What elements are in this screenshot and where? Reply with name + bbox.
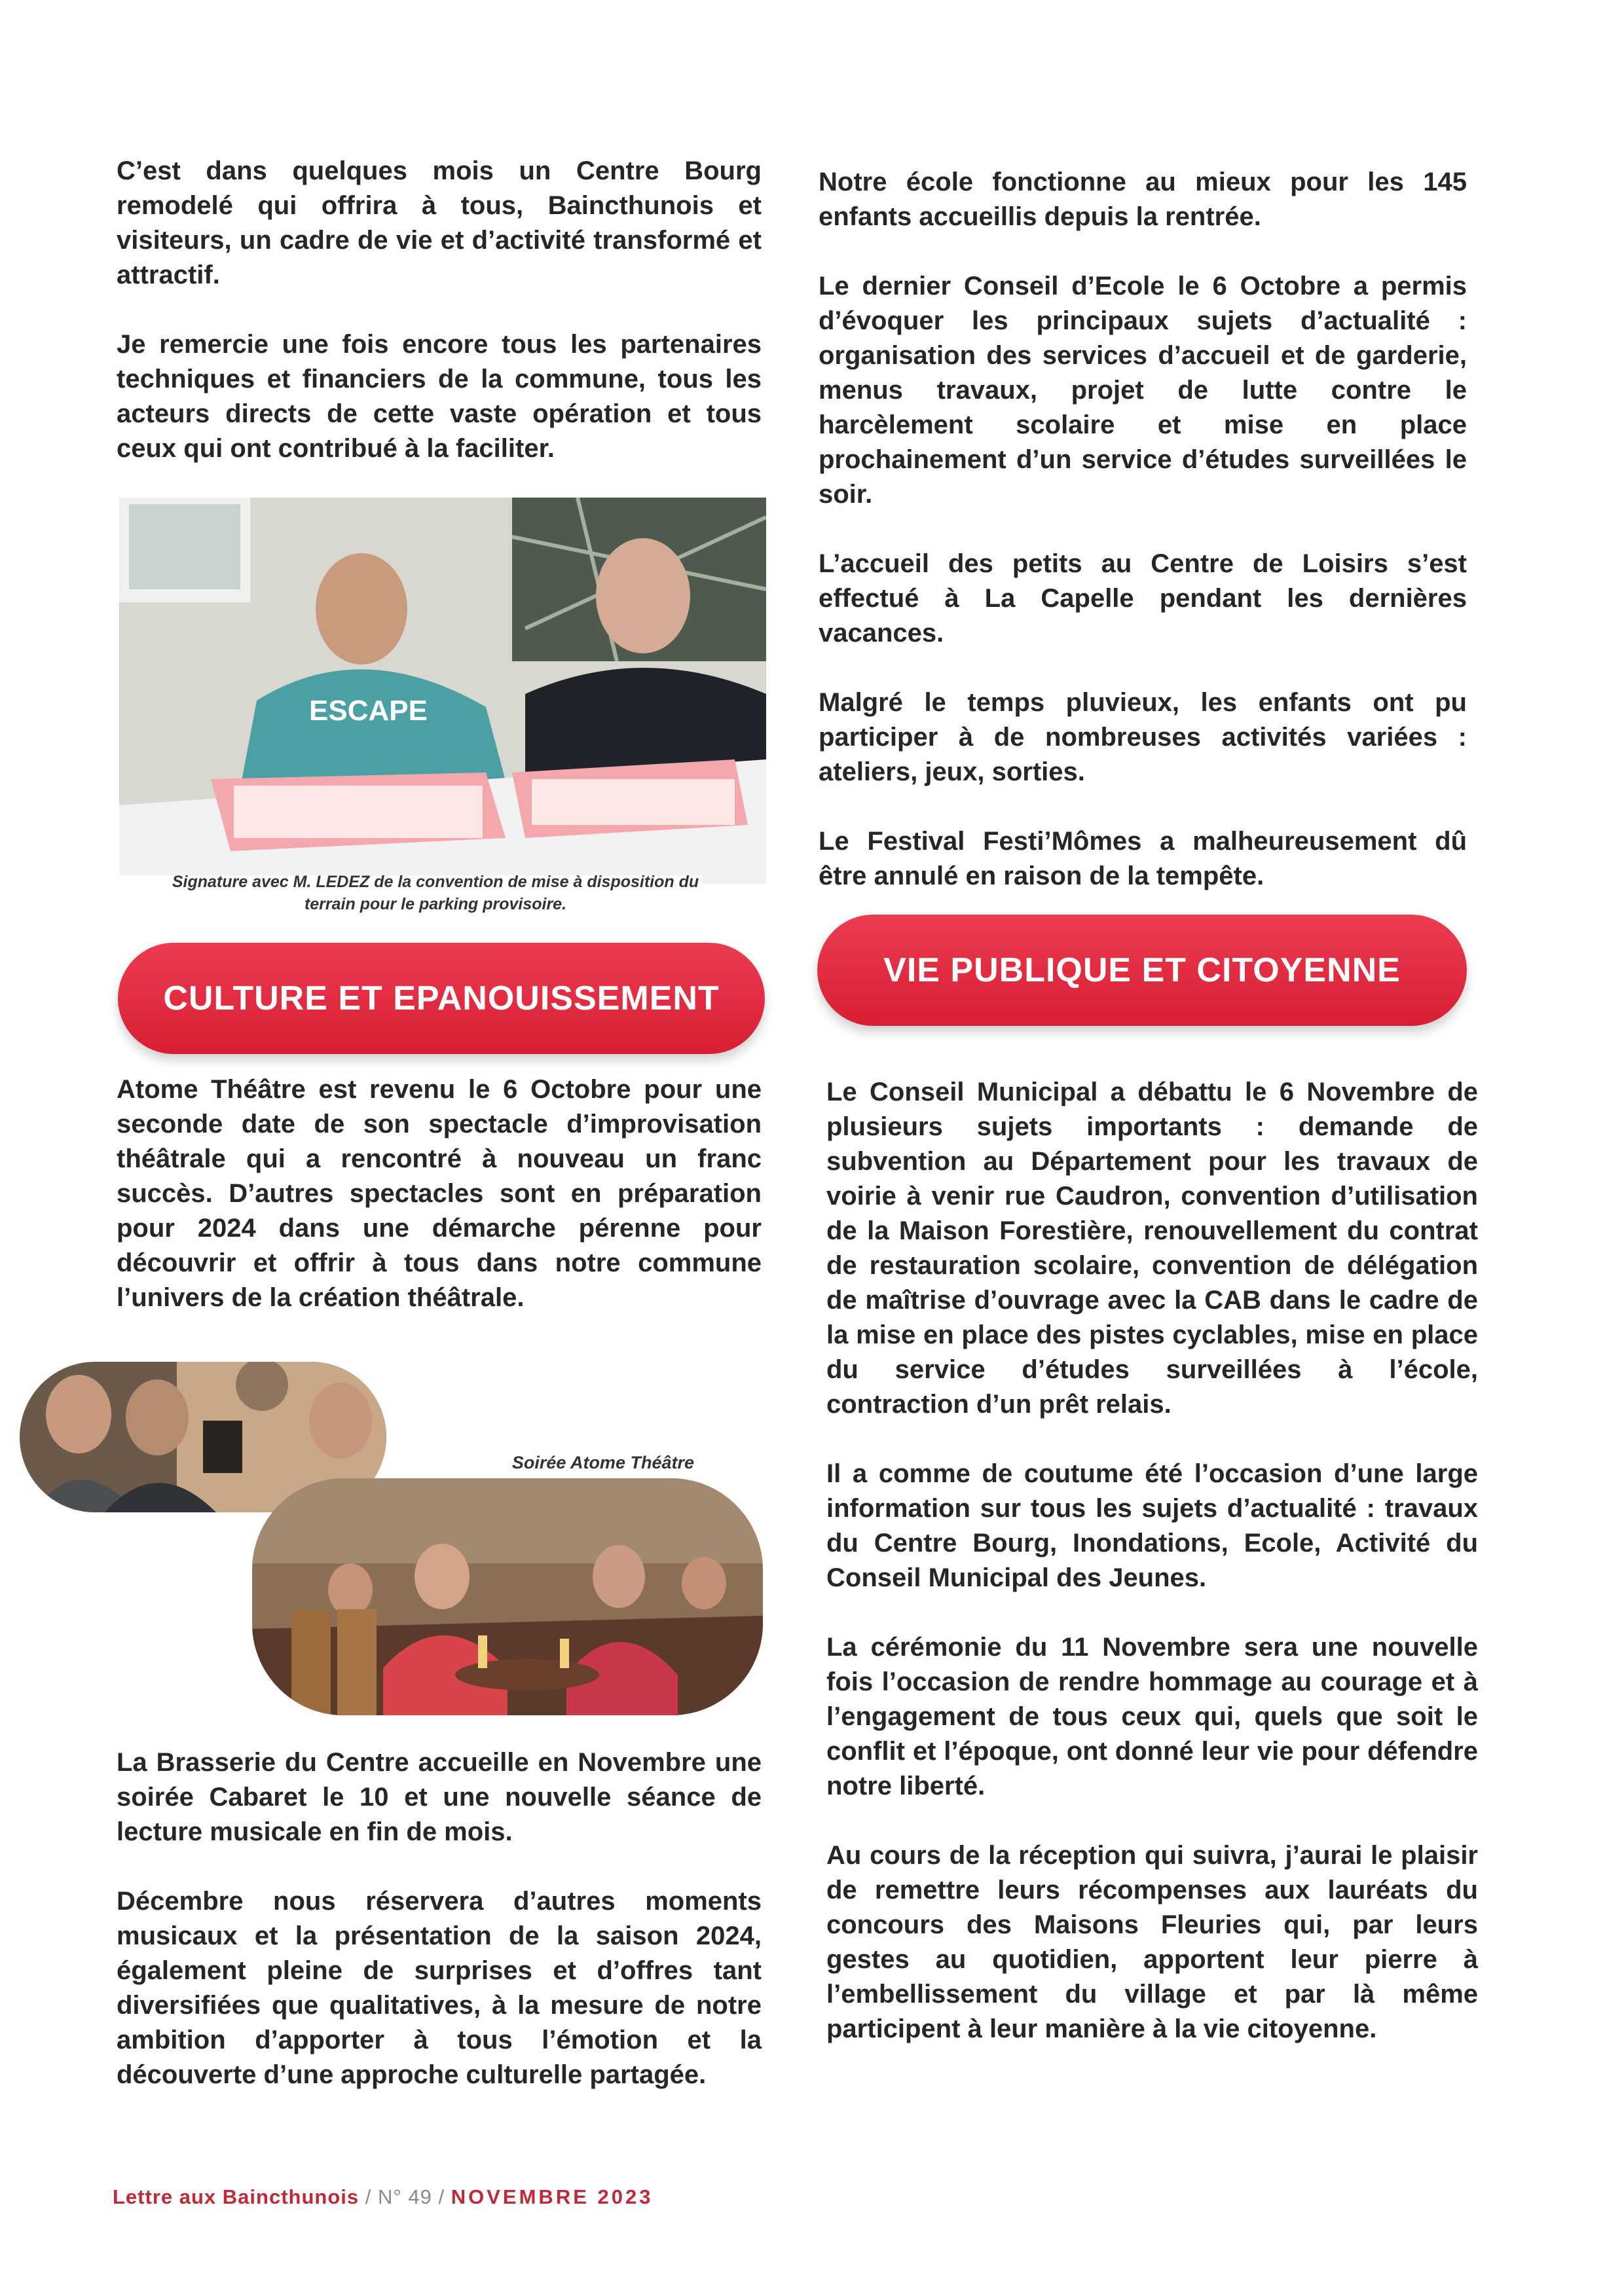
svg-text:ESCAPE: ESCAPE bbox=[309, 695, 428, 727]
page-footer bbox=[113, 2185, 653, 2209]
culture-text bbox=[117, 1072, 762, 1315]
school-paragraph-3: L’accueil des petits au Centre de Loisirs s’est effectué à La Capelle pendant les dernières vacances. bbox=[819, 549, 1467, 647]
signature-photo bbox=[119, 498, 766, 884]
footer-date: NOVEMBRE 2023 bbox=[451, 2185, 654, 2208]
closing-paragraph-1: La Brasserie du Centre accueille en Novembre une soirée Cabaret le 10 et une nouvelle séance de lecture musicale en fin de mois. bbox=[117, 1748, 762, 1846]
theatre-photo-bottom bbox=[252, 1478, 763, 1715]
school-paragraph-1: Notre école fonctionne au mieux pour les 145 enfants accueillis depuis la rentrée. bbox=[819, 168, 1467, 231]
footer-separator-2: / bbox=[438, 2185, 445, 2208]
footer-publication: Lettre aux Baincthunois bbox=[113, 2185, 360, 2208]
culture-banner-title: CULTURE ET EPANOUISSEMENT bbox=[163, 979, 720, 1017]
school-paragraph-4: Malgré le temps pluvieux, les enfants ont pu participer à de nombreuses activités variées : ateliers, jeux, sorties. bbox=[819, 688, 1467, 786]
culture-paragraph: Atome Théâtre est revenu le 6 Octobre pour une seconde date de son spectacle d’improvisation théâtrale qui a rencontré à nouveau un franc succès. D’autres spectacles sont en préparation pour 2024 dans une démarche pérenne pour découvrir et offrir à tous dans notre commune l’univers de la création théâtrale. bbox=[117, 1075, 762, 1312]
theatre-photo-caption: Soirée Atome Théâtre bbox=[511, 1453, 694, 1472]
closing-paragraph-2: Décembre nous réservera d’autres moments musicaux et la présentation de la saison 2024, également pleine de surprises et d’offres tant diversifiées que qualitatives, à la mesure de notre ambition d’apporter à tous l’émotion et la découverte d’une approche culturelle partagée. bbox=[117, 1887, 762, 2089]
civic-paragraph-4: Au cours de la réception qui suivra, j’aurai le plaisir de remettre leurs récompenses aux lauréats du concours des Maisons Fleuries qui, par leurs gestes au quotidien, apportent leur pierre à l’embellissement du village et par là même participent à leur manière à la vie citoyenne. bbox=[826, 1841, 1478, 2043]
intro-paragraph-1: C’est dans quelques mois un Centre Bourg remodelé qui offrira à tous, Baincthunois et visiteurs, un cadre de vie et d’activité transformé et attractif. bbox=[117, 156, 762, 289]
closing-text bbox=[117, 1745, 762, 2092]
intro-paragraph-2: Je remercie une fois encore tous les partenaires techniques et financiers de la commune, tous les acteurs directs de cette vaste opération et tous ceux qui ont contribué à la faciliter. bbox=[117, 330, 762, 463]
footer-issue: N° 49 bbox=[377, 2185, 432, 2208]
school-paragraph-2: Le dernier Conseil d’Ecole le 6 Octobre a permis d’évoquer les principaux sujets d’actualité : organisation des services d’accueil et de garderie, menus travaux, projet de lutte contre le harcèlement scolaire et mise en place prochainement d’un service d’études surveillées le soir. bbox=[819, 272, 1467, 509]
intro-text bbox=[117, 154, 762, 466]
culture-section-banner bbox=[118, 943, 765, 1054]
civic-paragraph-3: La cérémonie du 11 Novembre sera une nouvelle fois l’occasion de rendre hommage au courage et à l’engagement de tous ceux qui, quels que soit le conflit et l’époque, ont donné leur vie pour défendre notre liberté. bbox=[826, 1633, 1478, 1800]
signature-photo-caption: Signature avec M. LEDEZ de la convention de mise à disposition du terrain pour le parking provisoire. bbox=[172, 873, 699, 913]
civic-banner-title: VIE PUBLIQUE ET CITOYENNE bbox=[883, 951, 1401, 989]
signature-photo-illustration bbox=[119, 498, 766, 884]
school-paragraph-5: Le Festival Festi’Mômes a malheureusement dû être annulé en raison de la tempête. bbox=[819, 827, 1467, 890]
footer-separator-1: / bbox=[365, 2185, 372, 2208]
civic-section-banner bbox=[817, 915, 1467, 1026]
theatre-photo-bottom-illustration bbox=[252, 1478, 763, 1715]
civic-text bbox=[826, 1075, 1478, 2047]
civic-paragraph-1: Le Conseil Municipal a débattu le 6 Novembre de plusieurs sujets importants : demande de subvention au Département pour les travaux de voirie à venir rue Caudron, convention d’utilisation de la Maison Forestière, renouvellement du contrat de restauration scolaire, convention de délégation de maîtrise d’ouvrage avec la CAB dans le cadre de la mise en place des pistes cyclables, mise en place du service d’études surveillées à l’école, contraction d’un prêt relais. bbox=[826, 1078, 1478, 1419]
school-text bbox=[819, 165, 1467, 894]
civic-paragraph-2: Il a comme de coutume été l’occasion d’une large information sur tous les sujets d’actualité : travaux du Centre Bourg, Inondations, Ecole, Activité du Conseil Municipal des Jeunes. bbox=[826, 1459, 1478, 1592]
